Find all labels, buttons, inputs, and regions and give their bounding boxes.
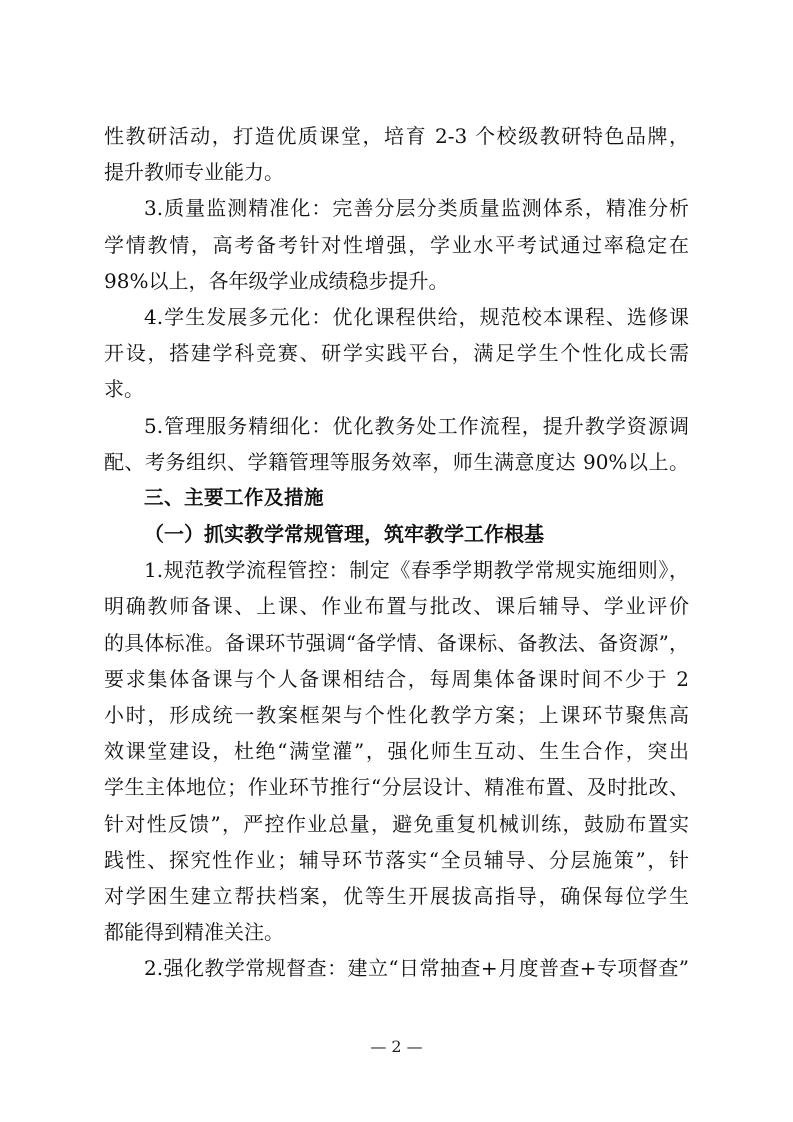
text-line: 要求集体备课与个人备课相结合，每周集体备课时间不少于 2 (104, 666, 689, 691)
text-line: 的具体标准。备课环节强调“备学情、备课标、备教法、备资源”， (104, 630, 689, 655)
paragraph-quality-monitoring: 3.质量监测精准化：完善分层分类质量监测体系，精准分析 (144, 196, 689, 221)
paragraph-teaching-inspection: 2.强化教学常规督查：建立“日常抽查+月度普查+专项督查” (144, 956, 689, 981)
paragraph-management-service: 5.管理服务精细化：优化教务处工作流程，提升教学资源调 (144, 413, 689, 438)
text-line: 性教研活动，打造优质课堂，培育 2-3 个校级教研特色品牌， (104, 124, 689, 148)
subsection-heading: （一）抓实教学常规管理，筑牢教学工作根基 (144, 522, 544, 547)
page-number: — 2 — (370, 1037, 423, 1056)
text-line: 都能得到精准关注。 (104, 920, 284, 945)
text-line: 提升教师专业能力。 (104, 160, 284, 185)
document-body (104, 118, 689, 987)
text-line: 98%以上，各年级学业成绩稳步提升。 (104, 268, 449, 293)
text-line: 求。 (104, 377, 144, 402)
text-line: 针对性反馈”，严控作业总量，避免重复机械训练，鼓励布置实 (104, 811, 689, 836)
paragraph-student-development: 4.学生发展多元化：优化课程供给，规范校本课程、选修课 (144, 304, 689, 329)
text-line: 践性、探究性作业；辅导环节落实“全员辅导、分层施策”，针 (104, 847, 689, 872)
text-line: 开设，搭建学科竞赛、研学实践平台，满足学生个性化成长需 (104, 341, 689, 366)
text-line: 效课堂建设，杜绝“满堂灌”，强化师生互动、生生合作，突出 (104, 739, 689, 764)
paragraph-teaching-process: 1.规范教学流程管控：制定《春季学期教学常规实施细则》， (144, 558, 689, 583)
text-line: 学情教情，高考备考针对性增强，学业水平考试通过率稳定在 (104, 232, 689, 257)
text-line: 小时，形成统一教案框架与个性化教学方案；上课环节聚焦高 (104, 703, 689, 727)
text-line: 明确教师备课、上课、作业布置与批改、课后辅导、学业评价 (104, 594, 689, 619)
section-heading: 三、主要工作及措施 (144, 485, 325, 509)
text-line: 对学困生建立帮扶档案，优等生开展拔高指导，确保每位学生 (104, 883, 689, 908)
text-line: 学生主体地位；作业环节推行“分层设计、精准布置、及时批改、 (104, 775, 689, 800)
text-line: 配、考务组织、学籍管理等服务效率，师生满意度达 90%以上。 (104, 449, 689, 474)
